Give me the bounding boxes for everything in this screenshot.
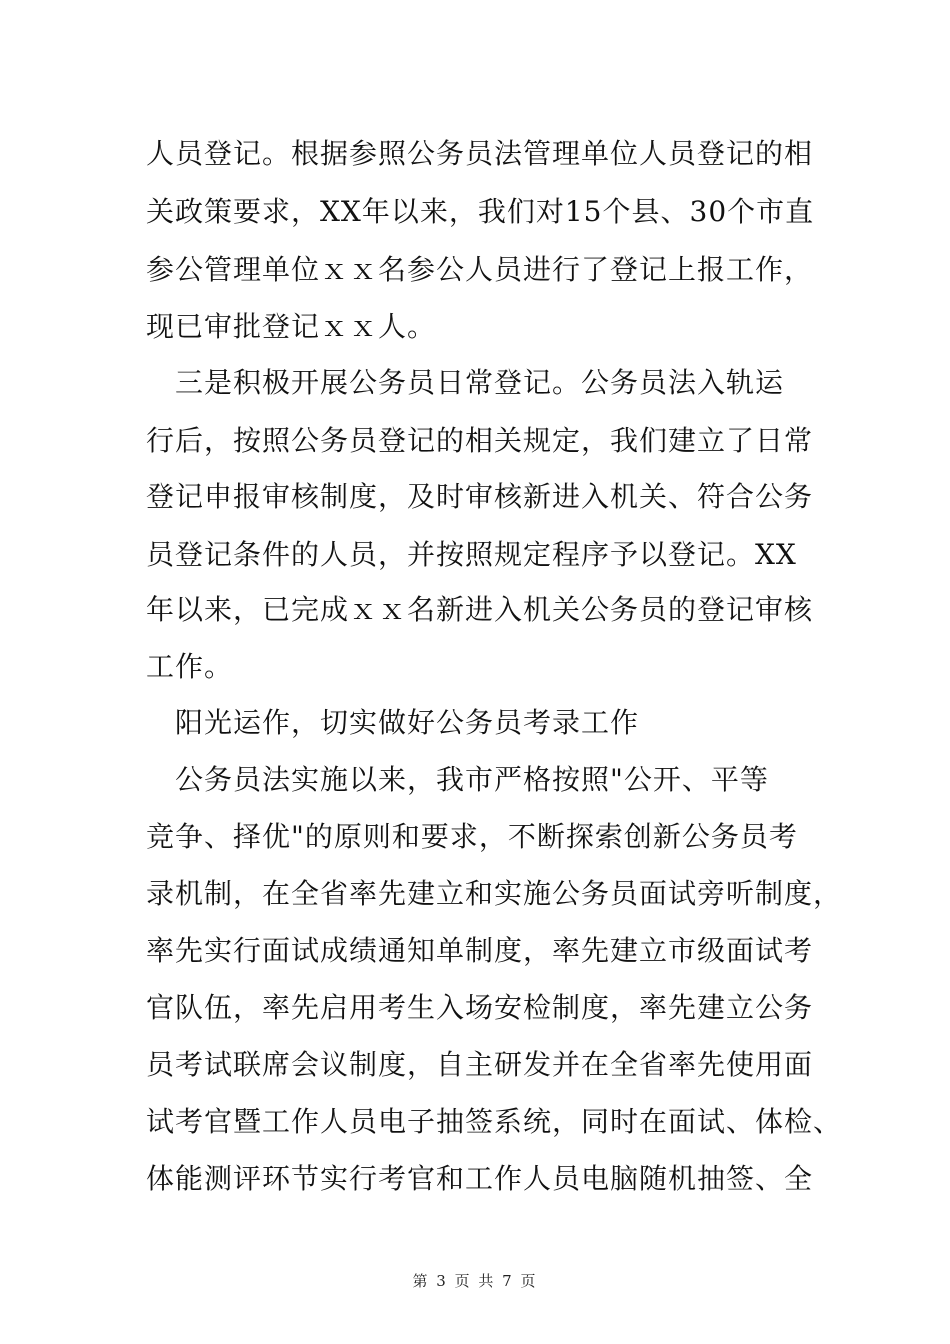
- text-line: 竞争、择优"的原则和要求，不断探索创新公务员考: [146, 820, 798, 853]
- text-line: 员考试联席会议制度，自主研发并在全省率先使用面: [146, 1048, 814, 1081]
- text-line: 行后，按照公务员登记的相关规定，我们建立了日常: [146, 424, 814, 457]
- text-line: 参公管理单位ｘｘ名参公人员进行了登记上报工作，: [146, 253, 814, 286]
- text-line: 率先实行面试成绩通知单制度，率先建立市级面试考: [146, 934, 814, 967]
- text-line: 员登记条件的人员，并按照规定程序予以登记。XX: [146, 538, 797, 571]
- text-line: 关政策要求，XX年以来，我们对15个县、30个市直: [146, 195, 815, 228]
- text-line: 公务员法实施以来，我市严格按照"公开、平等: [146, 763, 769, 796]
- page-footer: 第 3 页 共 7 页: [412, 1272, 538, 1290]
- text-line: 官队伍，率先启用考生入场安检制度，率先建立公务: [146, 991, 814, 1024]
- text-line: 录机制，在全省率先建立和实施公务员面试旁听制度，: [146, 877, 843, 910]
- text-line: 登记申报审核制度，及时审核新进入机关、符合公务: [146, 480, 814, 513]
- text-line: 体能测评环节实行考官和工作人员电脑随机抽签、全: [146, 1162, 814, 1195]
- text-line: 三是积极开展公务员日常登记。公务员法入轨运: [146, 366, 785, 399]
- text-line: 试考官暨工作人员电子抽签系统，同时在面试、体检、: [146, 1105, 843, 1138]
- text-line: 年以来，已完成ｘｘ名新进入机关公务员的登记审核: [146, 593, 814, 626]
- text-line: 现已审批登记ｘｘ人。: [146, 310, 437, 343]
- text-line: 工作。: [146, 650, 234, 683]
- section-heading: 阳光运作，切实做好公务员考录工作: [146, 706, 640, 739]
- text-line: 人员登记。根据参照公务员法管理单位人员登记的相: [146, 137, 814, 170]
